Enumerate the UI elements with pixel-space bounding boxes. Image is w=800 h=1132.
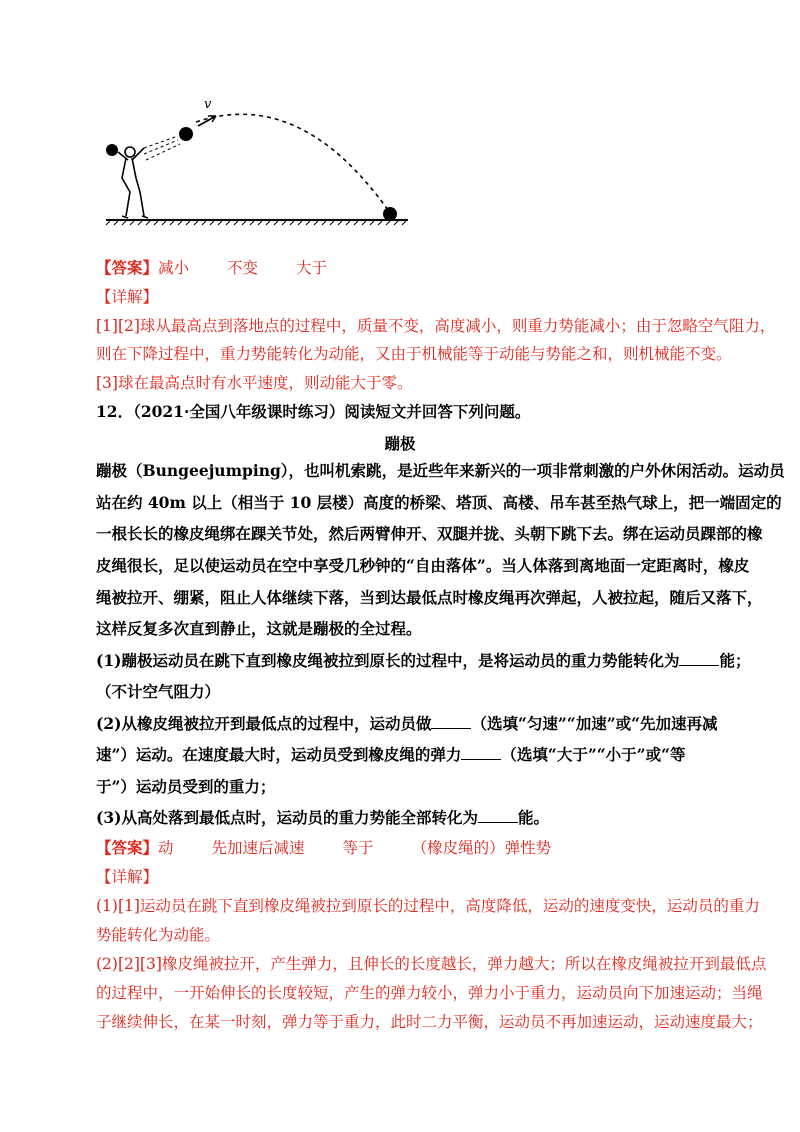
question-3: (3)从高处落到最低点时，运动员的重力势能全部转化为 能。 — [96, 808, 549, 827]
passage-line: 蹦极（Bungeejumping），也叫机索跳，是近些年来新兴的一项非常刺激的户外休闲活动。运动员 — [96, 461, 785, 480]
q11-detail-tag: 【详解】 — [96, 288, 159, 306]
answer-blank — [478, 808, 518, 823]
passage-line: 站在约 40m 以上（相当于 10 层楼）高度的桥梁、塔顶、高楼、吊车甚至热气球上，把一端固定的 — [96, 493, 782, 512]
q11-detail-line: [3]球在最高点时有水平速度，则动能大于零。 — [96, 374, 413, 392]
q12-detail-line: (2)[2][3]橡皮绳被拉开，产生弹力，且伸长的长度越长，弹力越大；所以在橡皮绳被拉开到最低点 — [96, 955, 767, 973]
ball-launched — [179, 127, 193, 141]
q12-answer-line — [96, 838, 551, 858]
answer-tag: 【答案】 — [96, 258, 159, 277]
q12-detail-tag: 【详解】 — [96, 868, 159, 886]
answer-blank — [461, 745, 501, 760]
passage-line: 绳被拉开、绷紧，阻止人体继续下落，当到达最低点时橡皮绳再次弹起，人被拉起，随后又落下， — [96, 588, 763, 607]
q12-header: 12．（2021·全国八年级课时练习）阅读短文并回答下列问题。 — [96, 402, 531, 421]
answer-blank — [431, 714, 471, 729]
q12-answer-4: （橡皮绳的）弹性势 — [411, 839, 552, 857]
q12-answer-1: 动 — [158, 839, 174, 857]
q11-detail-line: [1][2]球从最高点到落地点的过程中，质量不变，高度减小，则重力势能减小；由于忽略空气阻力， — [96, 317, 776, 335]
question-1-note: （不计空气阻力） — [96, 682, 221, 701]
thrower-figure — [118, 147, 148, 218]
passage-line: 一根长长的橡皮绳绑在踝关节处，然后两臂伸开、双腿并拢、头朝下跳下去。绑在运动员踝部的橡 — [96, 524, 763, 543]
ball-in-hand — [106, 144, 118, 156]
answer-blank — [679, 651, 719, 666]
ball-landed — [383, 207, 397, 221]
q11-answer-1: 减小 — [158, 259, 190, 277]
q11-answer-line — [96, 258, 327, 278]
q12-answer-3: 等于 — [342, 839, 374, 857]
q12-answer-2: 先加速后减速 — [211, 839, 305, 857]
question-1: (1)蹦极运动员在跳下直到橡皮绳被拉到原长的过程中，是将运动员的重力势能转化为 能； — [96, 651, 751, 670]
question-2-end: 于”）运动员受到的重力； — [96, 777, 276, 796]
q12-detail-line: 子继续伸长，在某一时刻，弹力等于重力，此时二力平衡，运动员不再加速运动，运动速度最大； — [96, 1013, 763, 1031]
q12-detail-line: 势能转化为动能。 — [96, 926, 221, 944]
q12-detail-line: (1)[1]运动员在跳下直到橡皮绳被拉到原长的过程中，高度降低，运动的速度变快，运动员的重力 — [96, 897, 760, 915]
trajectory-path — [196, 114, 388, 210]
question-2-cont: 速”）运动。在速度最大时，运动员受到橡皮绳的弹力 （选填“大于”“小于”或“等 — [96, 745, 686, 764]
projectile-figure — [100, 92, 410, 232]
q12-detail-line: 的过程中，一开始伸长的长度较短，产生的弹力较小，弹力小于重力，运动员向下加速运动；当绳 — [96, 984, 763, 1002]
q11-detail-line: 则在下降过程中，重力势能转化为动能，又由于机械能等于动能与势能之和，则机械能不变。 — [96, 345, 732, 363]
velocity-label: v — [204, 97, 212, 112]
passage-line: 皮绳很长，足以使运动员在空中享受几秒钟的“自由落体”。当人体落到离地面一定距离时，橡皮 — [96, 556, 750, 575]
passage-title: 蹦极 — [384, 434, 416, 453]
passage-line: 这样反复多次直到静止，这就是蹦极的全过程。 — [96, 619, 422, 638]
question-2: (2)从橡皮绳被拉开到最低点的过程中，运动员做 （选填“匀速”“加速”或“先加速再减 — [96, 714, 718, 733]
q11-answer-2: 不变 — [227, 259, 259, 277]
answer-tag: 【答案】 — [96, 838, 159, 857]
q11-answer-3: 大于 — [296, 259, 328, 277]
